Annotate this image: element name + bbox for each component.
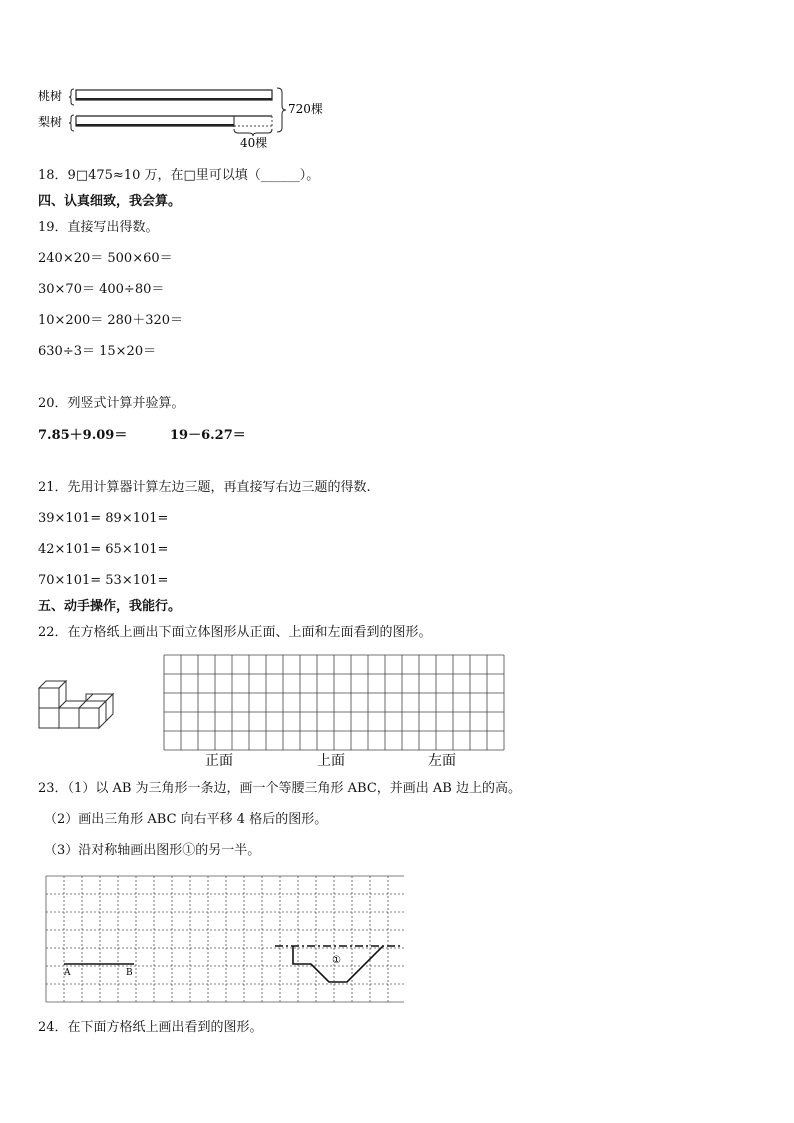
q23-grid[interactable]: [44, 874, 404, 1004]
q19-row: 240×20＝ 500×60＝: [38, 251, 173, 266]
segment-diagram-svg: [30, 80, 370, 155]
q23-grid-svg[interactable]: [44, 874, 404, 1004]
q23-part1: 23．（1）以 AB 为三角形一条边，画一个等腰三角形 ABC，并画出 AB 边上的高。: [38, 781, 521, 796]
figure-1-label: ①: [332, 955, 341, 966]
q21-row: 70×101= 53×101=: [38, 573, 169, 588]
pear-label: 梨树: [38, 115, 63, 129]
section4-title: 四、认真细致，我会算。: [38, 194, 182, 209]
q20-right: 19－6.27＝: [170, 428, 246, 443]
view-label-top: 上面: [317, 753, 345, 769]
q18-text: 18．9□475≈10 万，在□里可以填（______）。: [38, 168, 320, 183]
q23-part2: （2）画出三角形 ABC 向右平移 4 格后的图形。: [44, 812, 328, 827]
view-label-left: 左面: [428, 753, 456, 769]
diff-brace: [234, 129, 272, 136]
peach-pear-diagram: [30, 80, 370, 155]
total-brace: [277, 88, 286, 132]
pear-brace: [69, 115, 74, 131]
total-label: 720棵: [288, 102, 323, 116]
peach-label: 桃树: [38, 89, 63, 103]
q24-title: 24．在下面方格纸上画出看到的图形。: [38, 1020, 263, 1035]
q22-title: 22．在方格纸上画出下面立体图形从正面、上面和左面看到的图形。: [38, 625, 432, 640]
q21-row: 42×101= 65×101=: [38, 542, 169, 557]
q22-grid-svg[interactable]: [163, 654, 508, 769]
q21-title: 21．先用计算器计算左边三题，再直接写右边三题的得数.: [38, 480, 371, 495]
q19-title: 19．直接写出得数。: [38, 220, 159, 235]
q20-title: 20．列竖式计算并验算。: [38, 396, 185, 411]
peach-brace: [69, 89, 74, 105]
q22-grid[interactable]: [163, 654, 508, 769]
view-label-front: 正面: [205, 753, 233, 769]
q19-row: 630÷3＝ 15×20＝: [38, 344, 157, 359]
q19-row: 30×70＝ 400÷80＝: [38, 282, 165, 297]
q20-left: 7.85＋9.09＝: [38, 428, 128, 443]
diff-label: 40棵: [240, 136, 268, 150]
q23-part3: （3）沿对称轴画出图形①的另一半。: [44, 843, 261, 858]
point-a-label: A: [64, 968, 71, 978]
q19-row: 10×200＝ 280＋320＝: [38, 313, 184, 328]
q21-row: 39×101= 89×101=: [38, 511, 169, 526]
point-b-label: B: [126, 968, 133, 978]
cube-figure-svg: [36, 676, 120, 732]
section5-title: 五、动手操作，我能行。: [38, 599, 182, 614]
cube-figure: [36, 676, 120, 732]
